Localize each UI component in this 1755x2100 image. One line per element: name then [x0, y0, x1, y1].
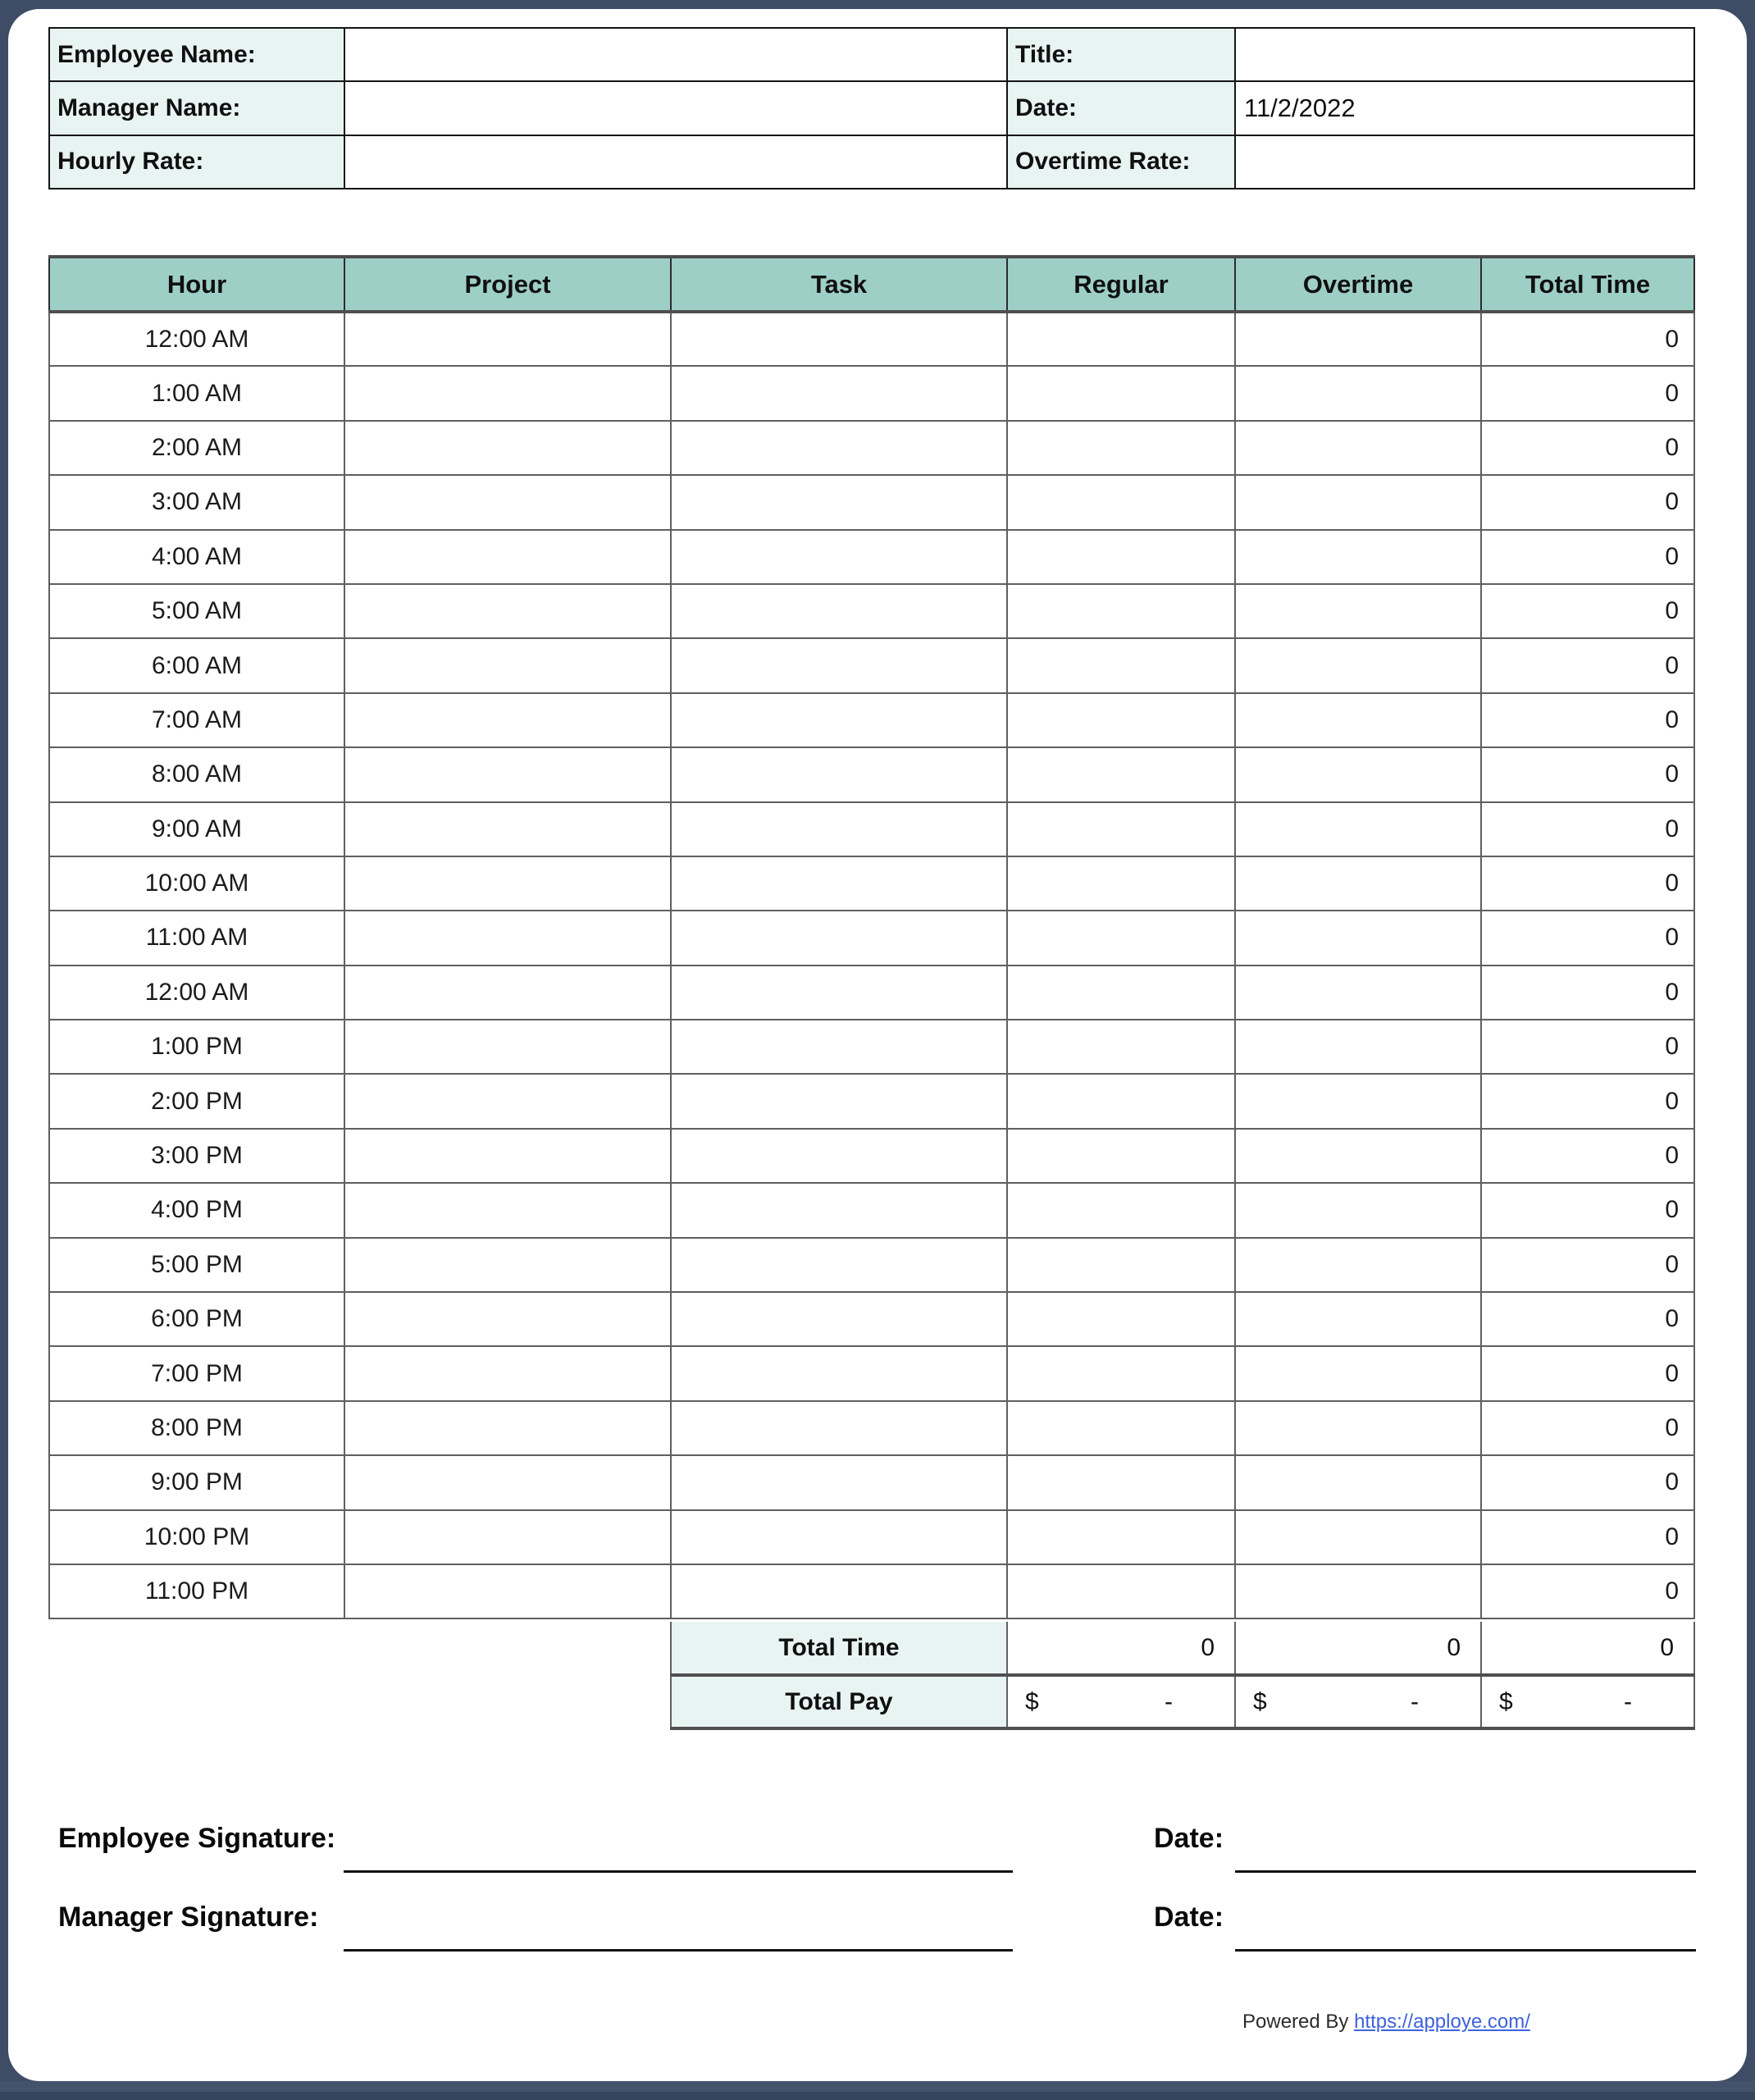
task-cell[interactable] [671, 1292, 1007, 1346]
project-cell[interactable] [344, 802, 671, 856]
project-cell[interactable] [344, 638, 671, 692]
footer [1242, 2011, 1530, 2034]
total-pay-regular-value: - [1165, 1687, 1173, 1715]
table-row [49, 1510, 1694, 1564]
regular-cell[interactable] [1007, 638, 1235, 692]
col-header-hour: Hour [49, 257, 344, 312]
hour-cell: 10:00 PM [49, 1510, 344, 1564]
col-header-task: Task [671, 257, 1007, 312]
employee-signature-line[interactable] [344, 1870, 1013, 1873]
task-cell[interactable] [671, 1238, 1007, 1292]
regular-cell[interactable] [1007, 1020, 1235, 1074]
project-cell[interactable] [344, 693, 671, 747]
col-header-regular: Regular [1007, 257, 1235, 312]
col-header-project: Project [344, 257, 671, 312]
total-time-regular-value: 0 [1007, 1622, 1235, 1675]
apploye-link[interactable]: https://apploye.com/ [1354, 2011, 1530, 2033]
hour-cell: 1:00 AM [49, 366, 344, 420]
regular-cell[interactable] [1007, 1074, 1235, 1128]
table-row [49, 1183, 1694, 1237]
title-field[interactable] [1235, 28, 1694, 81]
totals-table [670, 1622, 1695, 1730]
task-cell[interactable] [671, 1129, 1007, 1183]
total-time-cell: 0 [1481, 1292, 1694, 1346]
total-time-cell: 0 [1481, 802, 1694, 856]
project-cell[interactable] [344, 1346, 671, 1400]
overtime-cell[interactable] [1235, 421, 1481, 475]
timesheet-header-row [49, 257, 1694, 312]
total-pay-overtime-cell [1235, 1675, 1481, 1728]
overtime-cell[interactable] [1235, 638, 1481, 692]
total-time-cell: 0 [1481, 530, 1694, 584]
project-cell[interactable] [344, 530, 671, 584]
total-time-cell: 0 [1481, 747, 1694, 801]
overtime-cell[interactable] [1235, 1401, 1481, 1455]
task-cell[interactable] [671, 1074, 1007, 1128]
manager-name-field[interactable] [344, 81, 1007, 135]
task-cell[interactable] [671, 966, 1007, 1020]
currency-symbol: $ [1253, 1687, 1267, 1715]
hour-cell: 7:00 PM [49, 1346, 344, 1400]
overtime-cell[interactable] [1235, 1183, 1481, 1237]
task-cell[interactable] [671, 1564, 1007, 1618]
table-row [49, 584, 1694, 638]
table-row [49, 693, 1694, 747]
overtime-cell[interactable] [1235, 1455, 1481, 1509]
hour-cell: 6:00 PM [49, 1292, 344, 1346]
task-cell[interactable] [671, 693, 1007, 747]
task-cell[interactable] [671, 312, 1007, 366]
hour-cell: 1:00 PM [49, 1020, 344, 1074]
total-time-cell: 0 [1481, 638, 1694, 692]
overtime-cell[interactable] [1235, 911, 1481, 965]
project-cell[interactable] [344, 312, 671, 366]
info-row-3 [49, 135, 1694, 189]
task-cell[interactable] [671, 802, 1007, 856]
info-row-2 [49, 81, 1694, 135]
hour-cell: 11:00 PM [49, 1564, 344, 1618]
regular-cell[interactable] [1007, 1564, 1235, 1618]
regular-cell[interactable] [1007, 1292, 1235, 1346]
table-row [49, 1129, 1694, 1183]
task-cell[interactable] [671, 530, 1007, 584]
project-cell[interactable] [344, 1510, 671, 1564]
powered-by-text: Powered By [1242, 2011, 1349, 2033]
total-time-cell: 0 [1481, 966, 1694, 1020]
info-row-1 [49, 28, 1694, 81]
col-header-total-time: Total Time [1481, 257, 1694, 312]
overtime-cell[interactable] [1235, 1292, 1481, 1346]
table-row [49, 1564, 1694, 1618]
overtime-cell[interactable] [1235, 1020, 1481, 1074]
table-row [49, 856, 1694, 911]
total-pay-total-value: - [1624, 1687, 1632, 1715]
project-cell[interactable] [344, 421, 671, 475]
total-time-cell: 0 [1481, 1129, 1694, 1183]
regular-cell[interactable] [1007, 1129, 1235, 1183]
table-row [49, 966, 1694, 1020]
table-row [49, 1455, 1694, 1509]
total-time-cell: 0 [1481, 1510, 1694, 1564]
currency-symbol: $ [1499, 1687, 1513, 1715]
task-cell[interactable] [671, 1346, 1007, 1400]
manager-signature-label: Manager Signature: [58, 1901, 319, 1933]
project-cell[interactable] [344, 1455, 671, 1509]
timesheet-body [49, 312, 1694, 1618]
total-time-cell: 0 [1481, 1183, 1694, 1237]
regular-cell[interactable] [1007, 966, 1235, 1020]
task-cell[interactable] [671, 747, 1007, 801]
table-row [49, 1020, 1694, 1074]
total-pay-regular-cell [1007, 1675, 1235, 1728]
total-time-overtime-value: 0 [1235, 1622, 1481, 1675]
overtime-cell[interactable] [1235, 1346, 1481, 1400]
total-pay-label: Total Pay [671, 1675, 1007, 1728]
employee-date-line[interactable] [1235, 1870, 1696, 1873]
hour-cell: 8:00 PM [49, 1401, 344, 1455]
total-time-cell: 0 [1481, 1238, 1694, 1292]
total-time-cell: 0 [1481, 1455, 1694, 1509]
table-row [49, 911, 1694, 965]
task-cell[interactable] [671, 421, 1007, 475]
employee-name-label: Employee Name: [49, 28, 344, 81]
hour-cell: 9:00 AM [49, 802, 344, 856]
regular-cell[interactable] [1007, 1510, 1235, 1564]
title-label: Title: [1007, 28, 1235, 81]
total-pay-overtime-value: - [1411, 1687, 1419, 1715]
project-cell[interactable] [344, 966, 671, 1020]
overtime-cell[interactable] [1235, 1564, 1481, 1618]
total-time-total-value: 0 [1481, 1622, 1694, 1675]
task-cell[interactable] [671, 1020, 1007, 1074]
table-row [49, 1401, 1694, 1455]
hour-cell: 4:00 PM [49, 1183, 344, 1237]
timesheet-table [48, 255, 1695, 1619]
task-cell[interactable] [671, 911, 1007, 965]
frame-bottom-strip [0, 2081, 1755, 2100]
regular-cell[interactable] [1007, 747, 1235, 801]
project-cell[interactable] [344, 1238, 671, 1292]
hour-cell: 3:00 AM [49, 475, 344, 529]
hour-cell: 10:00 AM [49, 856, 344, 911]
hour-cell: 7:00 AM [49, 693, 344, 747]
project-cell[interactable] [344, 747, 671, 801]
total-time-cell: 0 [1481, 1346, 1694, 1400]
task-cell[interactable] [671, 1510, 1007, 1564]
total-time-cell: 0 [1481, 421, 1694, 475]
total-pay-row [671, 1675, 1694, 1728]
total-time-label: Total Time [671, 1622, 1007, 1675]
total-time-row [671, 1622, 1694, 1675]
task-cell[interactable] [671, 475, 1007, 529]
regular-cell[interactable] [1007, 856, 1235, 911]
project-cell[interactable] [344, 1020, 671, 1074]
project-cell[interactable] [344, 1183, 671, 1237]
hourly-rate-field[interactable] [344, 135, 1007, 189]
total-pay-total-cell [1481, 1675, 1694, 1728]
overtime-rate-field[interactable] [1235, 135, 1694, 189]
regular-cell[interactable] [1007, 802, 1235, 856]
overtime-cell[interactable] [1235, 747, 1481, 801]
table-row [49, 1238, 1694, 1292]
manager-date-line[interactable] [1235, 1949, 1696, 1952]
employee-signature-label: Employee Signature: [58, 1823, 336, 1854]
hour-cell: 12:00 AM [49, 966, 344, 1020]
table-row [49, 638, 1694, 692]
overtime-cell[interactable] [1235, 584, 1481, 638]
regular-cell[interactable] [1007, 475, 1235, 529]
overtime-cell[interactable] [1235, 802, 1481, 856]
project-cell[interactable] [344, 1292, 671, 1346]
project-cell[interactable] [344, 366, 671, 420]
hour-cell: 9:00 PM [49, 1455, 344, 1509]
total-time-cell: 0 [1481, 856, 1694, 911]
project-cell[interactable] [344, 1129, 671, 1183]
overtime-cell[interactable] [1235, 856, 1481, 911]
regular-cell[interactable] [1007, 1238, 1235, 1292]
regular-cell[interactable] [1007, 1183, 1235, 1237]
currency-symbol: $ [1025, 1687, 1039, 1715]
info-table [48, 27, 1695, 189]
overtime-cell[interactable] [1235, 475, 1481, 529]
regular-cell[interactable] [1007, 421, 1235, 475]
total-time-cell: 0 [1481, 366, 1694, 420]
task-cell[interactable] [671, 1455, 1007, 1509]
total-time-cell: 0 [1481, 1020, 1694, 1074]
hour-cell: 5:00 PM [49, 1238, 344, 1292]
hour-cell: 11:00 AM [49, 911, 344, 965]
regular-cell[interactable] [1007, 584, 1235, 638]
project-cell[interactable] [344, 584, 671, 638]
hour-cell: 8:00 AM [49, 747, 344, 801]
table-row [49, 475, 1694, 529]
hour-cell: 4:00 AM [49, 530, 344, 584]
overtime-cell[interactable] [1235, 693, 1481, 747]
overtime-cell[interactable] [1235, 312, 1481, 366]
col-header-overtime: Overtime [1235, 257, 1481, 312]
regular-cell[interactable] [1007, 312, 1235, 366]
hour-cell: 5:00 AM [49, 584, 344, 638]
regular-cell[interactable] [1007, 693, 1235, 747]
table-row [49, 421, 1694, 475]
total-time-cell: 0 [1481, 911, 1694, 965]
date-label: Date: [1007, 81, 1235, 135]
table-row [49, 1292, 1694, 1346]
task-cell[interactable] [671, 366, 1007, 420]
regular-cell[interactable] [1007, 1346, 1235, 1400]
manager-date-label: Date: [1154, 1901, 1224, 1933]
overtime-cell[interactable] [1235, 1510, 1481, 1564]
employee-date-label: Date: [1154, 1823, 1224, 1854]
total-time-cell: 0 [1481, 1074, 1694, 1128]
hourly-rate-label: Hourly Rate: [49, 135, 344, 189]
regular-cell[interactable] [1007, 530, 1235, 584]
regular-cell[interactable] [1007, 1401, 1235, 1455]
overtime-cell[interactable] [1235, 1074, 1481, 1128]
project-cell[interactable] [344, 1401, 671, 1455]
task-cell[interactable] [671, 1401, 1007, 1455]
project-cell[interactable] [344, 856, 671, 911]
task-cell[interactable] [671, 1183, 1007, 1237]
total-time-cell: 0 [1481, 1401, 1694, 1455]
total-time-cell: 0 [1481, 475, 1694, 529]
hour-cell: 2:00 AM [49, 421, 344, 475]
overtime-cell[interactable] [1235, 966, 1481, 1020]
overtime-cell[interactable] [1235, 366, 1481, 420]
employee-name-field[interactable] [344, 28, 1007, 81]
regular-cell[interactable] [1007, 1455, 1235, 1509]
project-cell[interactable] [344, 911, 671, 965]
project-cell[interactable] [344, 1074, 671, 1128]
manager-signature-line[interactable] [344, 1949, 1013, 1952]
task-cell[interactable] [671, 856, 1007, 911]
regular-cell[interactable] [1007, 911, 1235, 965]
overtime-rate-label: Overtime Rate: [1007, 135, 1235, 189]
total-time-cell: 0 [1481, 693, 1694, 747]
date-field[interactable]: 11/2/2022 [1235, 81, 1694, 135]
task-cell[interactable] [671, 584, 1007, 638]
overtime-cell[interactable] [1235, 1129, 1481, 1183]
project-cell[interactable] [344, 1564, 671, 1618]
table-row [49, 530, 1694, 584]
table-row [49, 1074, 1694, 1128]
hour-cell: 12:00 AM [49, 312, 344, 366]
table-row [49, 802, 1694, 856]
table-row [49, 1346, 1694, 1400]
total-time-cell: 0 [1481, 1564, 1694, 1618]
hour-cell: 3:00 PM [49, 1129, 344, 1183]
total-time-cell: 0 [1481, 312, 1694, 366]
hour-cell: 2:00 PM [49, 1074, 344, 1128]
manager-name-label: Manager Name: [49, 81, 344, 135]
overtime-cell[interactable] [1235, 530, 1481, 584]
hour-cell: 6:00 AM [49, 638, 344, 692]
overtime-cell[interactable] [1235, 1238, 1481, 1292]
table-row [49, 312, 1694, 366]
total-time-cell: 0 [1481, 584, 1694, 638]
table-row [49, 366, 1694, 420]
regular-cell[interactable] [1007, 366, 1235, 420]
table-row [49, 747, 1694, 801]
project-cell[interactable] [344, 475, 671, 529]
task-cell[interactable] [671, 638, 1007, 692]
